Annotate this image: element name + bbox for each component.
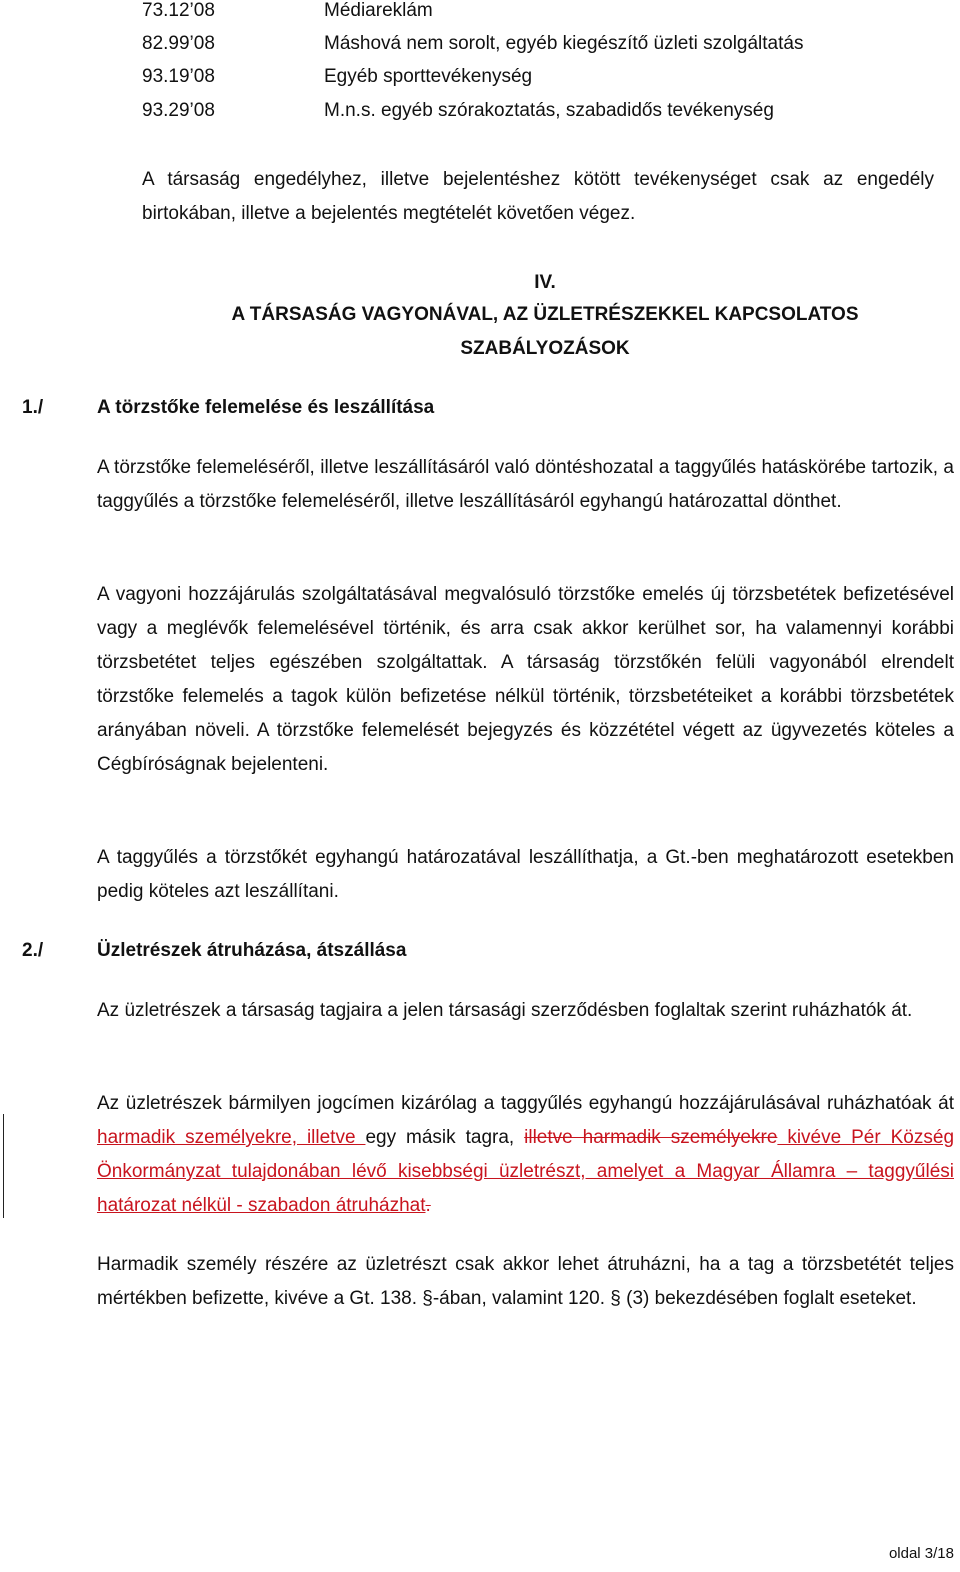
body-paragraph: Harmadik személy részére az üzletrészt csak akkor lehet átruházni, ha a tag a törzsbetétét teljes mértékben befizette, kivéve a Gt. 138. §-ában, valamint 120. § (3) bekezdésében foglalt eseteket. — [97, 1254, 954, 1309]
intro-paragraph: A társaság engedélyhez, illetve bejelentéshez kötött tevékenységet csak az engedély birtokában, illetve a bejelentés megtételét követően végez. — [142, 169, 934, 224]
body-paragraph: A taggyűlés a törzstőkét egyhangú határozatával leszállíthatja, a Gt.-ben meghatározott esetekben pedig köteles azt leszállítani. — [97, 847, 954, 902]
text-run: egy másik tagra, — [365, 1127, 525, 1148]
chapter-number: IV. — [534, 272, 556, 293]
body-paragraph: Az üzletrészek a társaság tagjaira a jelen társasági szerződésben foglaltak szerint ruházhatók át. — [97, 1000, 913, 1021]
activity-code: 73.12’08 — [142, 0, 215, 21]
activity-description: M.n.s. egyéb szórakoztatás, szabadidős tevékenység — [324, 100, 774, 121]
deleted-text: . — [425, 1195, 431, 1216]
section-number: 1./ — [22, 397, 44, 418]
activity-description: Médiareklám — [324, 0, 433, 21]
activity-code: 93.29’08 — [142, 100, 215, 121]
inserted-text: harmadik személyekre, illetve — [97, 1127, 366, 1148]
activity-code: 93.19’08 — [142, 66, 215, 87]
body-paragraph: A vagyoni hozzájárulás szolgáltatásával megvalósuló törzstőke emelés új törzsbetétek befizetésével vagy a meglévők felemelésével történik, és arra csak akkor kerülhet sor, ha valamennyi korábbi törzsbetétet teljes egészében szolgáltattak. A társaság törzstőkén felüli vagyonából elrendelt törzstőke felemelés a tagok külön befizetése nélkül történik, törzsbetéteiket a korábbi törzsbetétek arányában növeli. A törzstőke felemelését bejegyzés és közzététel végett az ügyvezetés köteles a Cégbíróságnak bejelenteni. — [97, 584, 954, 775]
chapter-title: A TÁRSASÁG VAGYONÁVAL, AZ ÜZLETRÉSZEKKEL KAPCSOLATOS SZABÁLYOZÁSOK — [231, 304, 859, 359]
section-number: 2./ — [22, 940, 44, 961]
deleted-text: illetve harmadik személyekre — [524, 1127, 778, 1148]
activity-description: Egyéb sporttevékenység — [324, 66, 533, 87]
section-title: A törzstőke felemelése és leszállítása — [97, 397, 435, 418]
revision-change-bar — [3, 1114, 4, 1218]
inserted-text: kivéve Pér Község Önkormányzat tulajdonában lévő kisebbségi üzletrészt, amelyet a Magyar Államra – taggyűlési határozat nélkül - szabadon átruházhat — [97, 1127, 955, 1216]
body-paragraph: A törzstőke felemeléséről, illetve leszállításáról való döntéshozatal a taggyűlés hatáskörébe tartozik, a taggyűlés a törzstőke felemeléséről, illetve leszállításáról egyhangú határozattal dönthet. — [97, 457, 954, 512]
activity-description: Máshová nem sorolt, egyéb kiegészítő üzleti szolgáltatás — [324, 33, 804, 54]
page-number: oldal 3/18 — [888, 1545, 954, 1562]
text-run: Az üzletrészek bármilyen jogcímen kizárólag a taggyűlés egyhangú hozzájárulásával ruházhatóak át — [97, 1093, 954, 1114]
section-title: Üzletrészek átruházása, átszállása — [97, 940, 407, 961]
activity-code: 82.99’08 — [142, 33, 215, 54]
tracked-changes-paragraph — [97, 1087, 954, 1223]
